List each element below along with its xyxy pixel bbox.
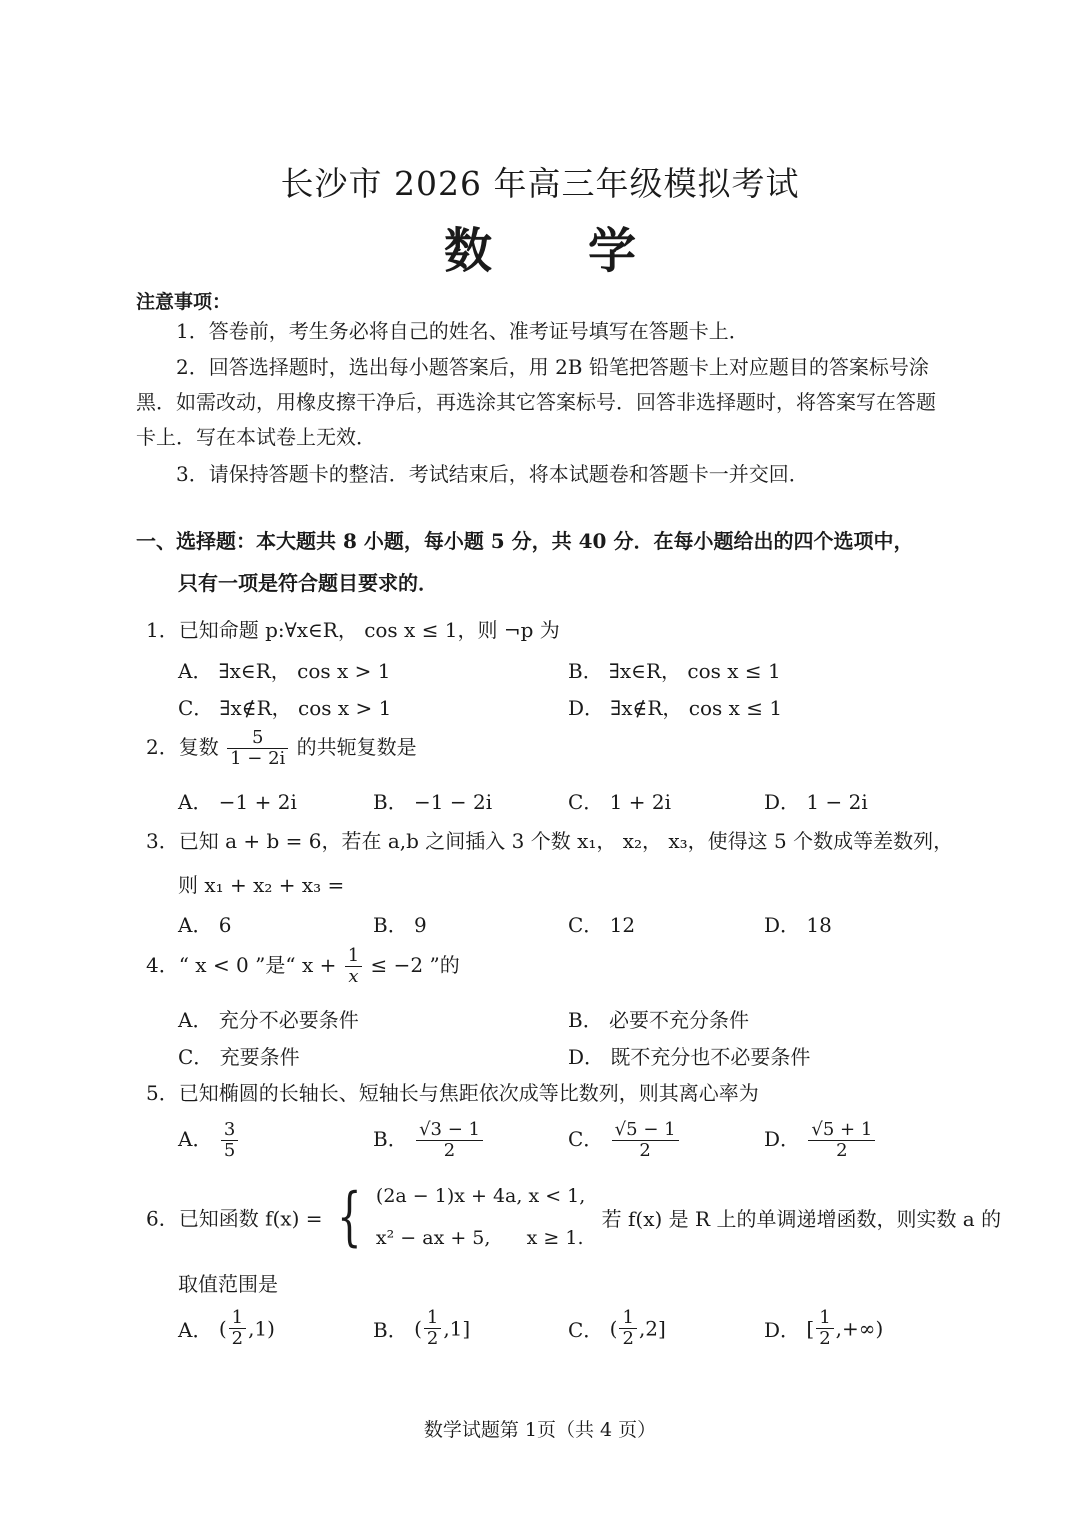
notice-item-3: 3．请保持答题卡的整洁．考试结束后，将本试题卷和答题卡一并交回． <box>176 462 809 486</box>
notice-item-1: 1．答卷前，考生务必将自己的姓名、准考证号填写在答题卡上． <box>176 319 749 343</box>
question-6-option-a-open: ( <box>218 1316 227 1341</box>
question-5-option-a <box>178 1120 240 1161</box>
question-2-denominator: 1 − 2i <box>230 747 286 769</box>
question-6-option-b-fraction <box>424 1308 441 1349</box>
question-3-option-a: A． 6 <box>178 913 232 937</box>
question-6-option-b-open: ( <box>414 1316 422 1341</box>
question-1-option-a: A． ∃x∈R， cos x > 1 <box>178 659 391 683</box>
question-4-denominator: x <box>348 965 359 987</box>
question-6-option-b-rest: ,1] <box>443 1316 471 1341</box>
question-6-option-d-denominator: 2 <box>819 1327 831 1349</box>
question-5-option-b-label: B． <box>373 1126 408 1151</box>
question-5-option-d-denominator: 2 <box>836 1139 848 1161</box>
question-6-option-a-rest: ,1) <box>248 1316 275 1341</box>
question-6-option-c-denominator: 2 <box>622 1327 634 1349</box>
question-5-option-c-denominator: 2 <box>639 1139 651 1161</box>
question-5-option-c-numerator: √5 − 1 <box>612 1120 679 1141</box>
left-brace-icon: { <box>336 1180 362 1254</box>
question-1-option-b: B． ∃x∈R， cos x ≤ 1 <box>568 659 781 683</box>
question-2-stem <box>146 728 417 769</box>
question-6-option-c-rest: ,2] <box>638 1316 666 1341</box>
question-5-stem: 5．已知椭圆的长轴长、短轴长与焦距依次成等比数列，则其离心率为 <box>146 1081 759 1105</box>
question-4-option-b: B． 必要不充分条件 <box>568 1008 750 1032</box>
question-3-option-c: C． 12 <box>568 913 636 937</box>
question-6-option-c <box>568 1308 666 1349</box>
question-5-option-b-numerator: √3 − 1 <box>416 1120 483 1141</box>
exam-title: 长沙市 2026 年高三年级模拟考试 <box>280 164 800 203</box>
subject-title: 数学 <box>443 223 732 279</box>
question-4-option-d: D． 既不充分也不必要条件 <box>568 1045 811 1069</box>
question-1-stem: 1．已知命题 p:∀x∈R， cos x ≤ 1，则 ¬p 为 <box>146 618 560 642</box>
question-3-option-b: B． 9 <box>373 913 427 937</box>
question-2-option-a: A． −1 + 2i <box>178 790 297 814</box>
question-5-option-d-numerator: √5 + 1 <box>808 1120 875 1141</box>
question-5-option-a-label: A． <box>178 1126 213 1151</box>
question-5-option-a-fraction <box>221 1120 238 1161</box>
question-2-option-d: D． 1 − 2i <box>764 790 868 814</box>
question-2-option-b: B． −1 − 2i <box>373 790 493 814</box>
question-6-case-1: (2a − 1)x + 4a, x < 1, <box>375 1185 586 1207</box>
question-1-option-d: D． ∃x∉R， cos x ≤ 1 <box>568 696 783 720</box>
question-6-piecewise <box>376 1175 585 1259</box>
question-1-option-c: C． ∃x∉R， cos x > 1 <box>178 696 392 720</box>
question-6-option-a <box>178 1308 275 1349</box>
question-6-option-d <box>764 1308 883 1349</box>
question-6-option-c-open: ( <box>609 1316 618 1341</box>
question-6-suffix: 若 f(x) 是 R 上的单调递增函数，则实数 a 的 <box>601 1206 1002 1231</box>
question-3-option-d: D． 18 <box>764 913 832 937</box>
question-5-option-d-label: D． <box>764 1126 801 1151</box>
question-5-option-a-denominator: 5 <box>223 1139 236 1161</box>
section-heading-line2: 只有一项是符合题目要求的． <box>178 571 438 595</box>
notice-heading: 注意事项： <box>136 291 232 313</box>
question-5-option-c <box>568 1120 681 1161</box>
question-4-stem <box>146 946 460 987</box>
question-6-option-c-label: C． <box>568 1317 604 1342</box>
question-5-option-b-denominator: 2 <box>443 1139 456 1161</box>
question-6-prefix: 6．已知函数 f(x) = <box>146 1206 323 1231</box>
question-2-numerator: 5 <box>227 728 288 749</box>
question-6-option-b-numerator: 1 <box>424 1308 441 1329</box>
question-2-prefix: 2．复数 <box>146 734 219 759</box>
question-4-prefix: 4．“ x < 0 ”是“ x + <box>146 952 337 977</box>
question-5-option-d-fraction <box>808 1120 875 1161</box>
question-5-option-b-fraction <box>416 1120 483 1161</box>
question-3-stem-line2: 则 x₁ + x₂ + x₃ = <box>178 873 345 897</box>
question-5-option-a-numerator: 3 <box>221 1120 238 1141</box>
section-heading-line1: 一、选择题：本大题共 8 小题，每小题 5 分，共 40 分．在每小题给出的四个选项中， <box>136 529 914 553</box>
question-5-option-b <box>373 1120 485 1161</box>
question-6-option-d-fraction <box>816 1308 833 1349</box>
question-4-fraction <box>345 946 362 987</box>
page-footer: 数学试题第 1页（共 4 页） <box>423 1419 657 1441</box>
question-6-stem <box>146 1175 1001 1259</box>
question-5-option-d <box>764 1120 877 1161</box>
question-6-option-d-rest: ,+∞) <box>835 1316 884 1341</box>
notice-item-2: 2．回答选择题时，选出每小题答案后，用 2B 铅笔把答题卡上对应题目的答案标号涂黑．如需改动，用橡皮擦干净后，再选涂其它答案标号．回答非选择题时，将答案写在答题卡上．写在本试卷上无效． <box>136 355 936 449</box>
question-6-option-a-label: A． <box>178 1317 213 1342</box>
question-6-case-2: x² − ax + 5, x ≥ 1. <box>375 1227 584 1249</box>
question-4-option-a: A． 充分不必要条件 <box>178 1008 359 1032</box>
question-6-option-c-fraction <box>619 1308 636 1349</box>
question-4-suffix: ≤ −2 ”的 <box>370 952 460 977</box>
question-6-stem-line2: 取值范围是 <box>178 1272 278 1296</box>
question-6-option-d-open: [ <box>806 1316 815 1341</box>
question-3-stem-line1: 3．已知 a + b = 6，若在 a,b 之间插入 3 个数 x₁， x₂， x₃，使得这 5 个数成等差数列， <box>146 829 954 853</box>
question-4-numerator: 1 <box>345 946 362 967</box>
question-2-fraction <box>227 728 288 769</box>
question-4-option-c: C． 充要条件 <box>178 1045 300 1069</box>
question-6-option-b-label: B． <box>373 1317 408 1342</box>
question-5-option-c-label: C． <box>568 1126 604 1151</box>
question-6-option-a-fraction <box>229 1308 246 1349</box>
question-6-option-d-label: D． <box>764 1317 801 1342</box>
question-2-suffix: 的共轭复数是 <box>296 734 417 759</box>
question-6-option-b-denominator: 2 <box>426 1327 439 1349</box>
question-2-option-c: C． 1 + 2i <box>568 790 671 814</box>
question-6-option-a-denominator: 2 <box>231 1327 244 1349</box>
question-6-option-a-numerator: 1 <box>229 1308 246 1329</box>
question-5-option-c-fraction <box>612 1120 679 1161</box>
question-6-option-c-numerator: 1 <box>619 1308 636 1329</box>
question-6-option-d-numerator: 1 <box>816 1308 833 1329</box>
question-6-option-b <box>373 1308 470 1349</box>
